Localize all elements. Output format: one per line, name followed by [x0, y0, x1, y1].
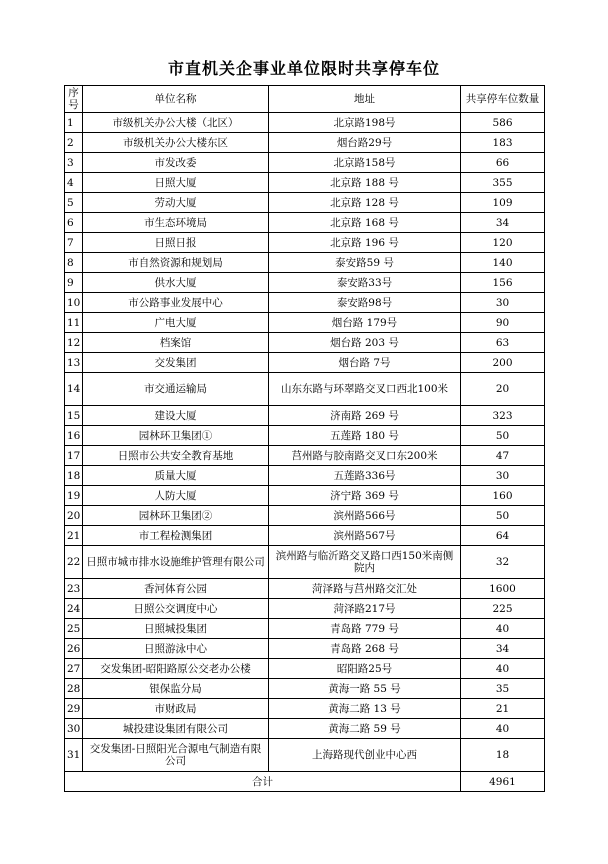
cell-seq: 21 [65, 526, 83, 546]
table-row [65, 639, 545, 659]
cell-seq: 4 [65, 173, 83, 193]
cell-name: 市工程检测集团 [83, 526, 269, 546]
cell-seq: 17 [65, 446, 83, 466]
table-row [65, 546, 545, 579]
cell-count: 40 [461, 659, 545, 679]
total-value: 4961 [461, 772, 545, 792]
table-row [65, 719, 545, 739]
cell-seq: 29 [65, 699, 83, 719]
cell-address: 黄海二路 13 号 [269, 699, 461, 719]
table-row [65, 273, 545, 293]
cell-name: 日照公交调度中心 [83, 599, 269, 619]
cell-seq: 15 [65, 406, 83, 426]
cell-address: 滨州路567号 [269, 526, 461, 546]
cell-count: 50 [461, 506, 545, 526]
cell-name: 市公路事业发展中心 [83, 293, 269, 313]
cell-address: 北京路198号 [269, 113, 461, 133]
cell-count: 40 [461, 619, 545, 639]
cell-seq: 18 [65, 466, 83, 486]
total-row [65, 772, 545, 792]
cell-seq: 24 [65, 599, 83, 619]
parking-table [64, 85, 545, 792]
cell-name: 市级机关办公大楼东区 [83, 133, 269, 153]
cell-seq: 2 [65, 133, 83, 153]
table-row [65, 406, 545, 426]
header-count: 共享停车位数量 [461, 86, 545, 113]
cell-seq: 12 [65, 333, 83, 353]
cell-address: 北京路158号 [269, 153, 461, 173]
cell-address: 烟台路 203 号 [269, 333, 461, 353]
table-row [65, 293, 545, 313]
table-row [65, 739, 545, 772]
cell-name: 建设大厦 [83, 406, 269, 426]
header-address: 地址 [269, 86, 461, 113]
cell-seq: 22 [65, 546, 83, 579]
cell-name: 城投建设集团有限公司 [83, 719, 269, 739]
table-row [65, 679, 545, 699]
cell-name: 市财政局 [83, 699, 269, 719]
cell-address: 烟台路 179号 [269, 313, 461, 333]
cell-seq: 23 [65, 579, 83, 599]
table-row [65, 699, 545, 719]
table-row [65, 253, 545, 273]
cell-count: 35 [461, 679, 545, 699]
cell-count: 30 [461, 466, 545, 486]
cell-count: 140 [461, 253, 545, 273]
cell-address: 泰安路98号 [269, 293, 461, 313]
cell-address: 莒州路与胶南路交叉口东200米 [269, 446, 461, 466]
table-row [65, 333, 545, 353]
cell-seq: 14 [65, 373, 83, 406]
cell-count: 183 [461, 133, 545, 153]
cell-name: 劳动大厦 [83, 193, 269, 213]
cell-count: 225 [461, 599, 545, 619]
cell-count: 34 [461, 213, 545, 233]
cell-address: 滨州路566号 [269, 506, 461, 526]
cell-name: 日照城投集团 [83, 619, 269, 639]
cell-address: 烟台路 7号 [269, 353, 461, 373]
cell-address: 北京路 188 号 [269, 173, 461, 193]
table-row [65, 599, 545, 619]
table-row [65, 353, 545, 373]
cell-name: 交发集团 [83, 353, 269, 373]
cell-seq: 20 [65, 506, 83, 526]
cell-name: 园林环卫集团② [83, 506, 269, 526]
cell-seq: 6 [65, 213, 83, 233]
cell-name: 供水大厦 [83, 273, 269, 293]
cell-seq: 13 [65, 353, 83, 373]
cell-address: 五莲路 180 号 [269, 426, 461, 446]
cell-name: 市自然资源和规划局 [83, 253, 269, 273]
cell-name: 交发集团-日照阳光合源电气制造有限公司 [83, 739, 269, 772]
cell-name: 广电大厦 [83, 313, 269, 333]
cell-address: 昭阳路25号 [269, 659, 461, 679]
table-row [65, 153, 545, 173]
cell-count: 586 [461, 113, 545, 133]
table-row [65, 659, 545, 679]
cell-count: 40 [461, 719, 545, 739]
cell-count: 90 [461, 313, 545, 333]
cell-address: 烟台路29号 [269, 133, 461, 153]
cell-name: 日照日报 [83, 233, 269, 253]
cell-name: 档案馆 [83, 333, 269, 353]
cell-seq: 1 [65, 113, 83, 133]
cell-address: 泰安路33号 [269, 273, 461, 293]
cell-count: 200 [461, 353, 545, 373]
cell-address: 青岛路 268 号 [269, 639, 461, 659]
table-row [65, 313, 545, 333]
cell-address: 山东东路与环翠路交叉口西北100米 [269, 373, 461, 406]
cell-seq: 5 [65, 193, 83, 213]
cell-count: 1600 [461, 579, 545, 599]
table-row [65, 373, 545, 406]
cell-count: 323 [461, 406, 545, 426]
cell-address: 菏泽路217号 [269, 599, 461, 619]
cell-name: 银保监分局 [83, 679, 269, 699]
cell-name: 质量大厦 [83, 466, 269, 486]
cell-seq: 25 [65, 619, 83, 639]
cell-name: 日照游泳中心 [83, 639, 269, 659]
cell-count: 21 [461, 699, 545, 719]
cell-count: 18 [461, 739, 545, 772]
cell-count: 34 [461, 639, 545, 659]
cell-count: 355 [461, 173, 545, 193]
table-row [65, 113, 545, 133]
table-row [65, 619, 545, 639]
cell-seq: 8 [65, 253, 83, 273]
table-row [65, 486, 545, 506]
cell-address: 泰安路59 号 [269, 253, 461, 273]
cell-seq: 16 [65, 426, 83, 446]
cell-seq: 19 [65, 486, 83, 506]
cell-count: 156 [461, 273, 545, 293]
cell-count: 47 [461, 446, 545, 466]
cell-seq: 30 [65, 719, 83, 739]
cell-seq: 26 [65, 639, 83, 659]
cell-address: 青岛路 779 号 [269, 619, 461, 639]
cell-name: 日照市城市排水设施维护管理有限公司 [83, 546, 269, 579]
cell-address: 上海路现代创业中心西 [269, 739, 461, 772]
table-row [65, 213, 545, 233]
cell-name: 市交通运输局 [83, 373, 269, 406]
table-row [65, 173, 545, 193]
cell-name: 人防大厦 [83, 486, 269, 506]
cell-seq: 11 [65, 313, 83, 333]
cell-name: 园林环卫集团① [83, 426, 269, 446]
table-row [65, 466, 545, 486]
cell-name: 日照大厦 [83, 173, 269, 193]
cell-name: 香河体育公园 [83, 579, 269, 599]
cell-count: 20 [461, 373, 545, 406]
cell-count: 32 [461, 546, 545, 579]
cell-count: 109 [461, 193, 545, 213]
cell-address: 滨州路与临沂路交叉路口西150米南侧院内 [269, 546, 461, 579]
cell-seq: 3 [65, 153, 83, 173]
cell-seq: 9 [65, 273, 83, 293]
cell-address: 黄海一路 55 号 [269, 679, 461, 699]
cell-name: 日照市公共安全教育基地 [83, 446, 269, 466]
cell-seq: 27 [65, 659, 83, 679]
cell-name: 市级机关办公大楼（北区） [83, 113, 269, 133]
cell-count: 160 [461, 486, 545, 506]
cell-seq: 10 [65, 293, 83, 313]
cell-seq: 31 [65, 739, 83, 772]
cell-address: 黄海二路 59 号 [269, 719, 461, 739]
header-name: 单位名称 [83, 86, 269, 113]
total-label: 合计 [65, 772, 461, 792]
cell-count: 50 [461, 426, 545, 446]
table-header-row [65, 86, 545, 113]
cell-count: 64 [461, 526, 545, 546]
table-body [65, 113, 545, 772]
cell-address: 济宁路 369 号 [269, 486, 461, 506]
cell-count: 66 [461, 153, 545, 173]
header-seq: 序号 [65, 86, 83, 113]
cell-address: 北京路 168 号 [269, 213, 461, 233]
cell-name: 交发集团-昭阳路原公交老办公楼 [83, 659, 269, 679]
table-row [65, 193, 545, 213]
cell-address: 菏泽路与莒州路交汇处 [269, 579, 461, 599]
cell-count: 30 [461, 293, 545, 313]
cell-seq: 7 [65, 233, 83, 253]
cell-count: 120 [461, 233, 545, 253]
cell-seq: 28 [65, 679, 83, 699]
table-row [65, 133, 545, 153]
cell-address: 北京路 128 号 [269, 193, 461, 213]
cell-name: 市发改委 [83, 153, 269, 173]
cell-address: 北京路 196 号 [269, 233, 461, 253]
table-row [65, 426, 545, 446]
table-row [65, 233, 545, 253]
table-row [65, 579, 545, 599]
cell-count: 63 [461, 333, 545, 353]
cell-name: 市生态环境局 [83, 213, 269, 233]
cell-address: 济南路 269 号 [269, 406, 461, 426]
table-row [65, 506, 545, 526]
cell-address: 五莲路336号 [269, 466, 461, 486]
table-row [65, 446, 545, 466]
document-title: 市直机关企事业单位限时共享停车位 [167, 59, 440, 78]
table-row [65, 526, 545, 546]
